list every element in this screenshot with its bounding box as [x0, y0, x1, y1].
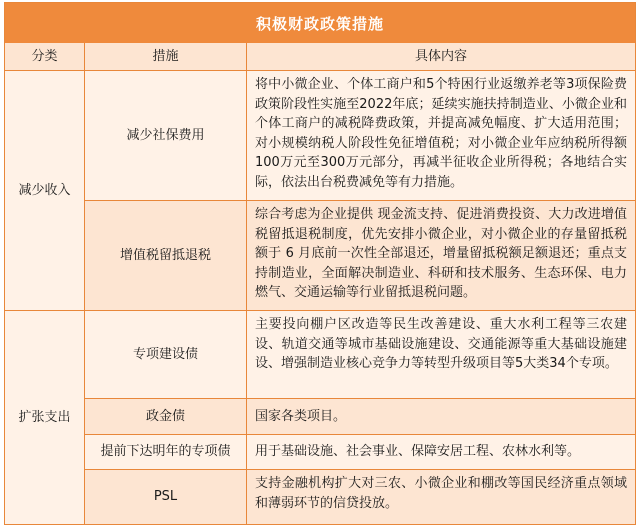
measure-policy-financial-bond: 政金债 — [85, 399, 247, 435]
header-content: 具体内容 — [247, 43, 635, 71]
content-policy-financial-bond: 国家各类项目。 — [247, 399, 635, 435]
header-measure: 措施 — [85, 43, 247, 71]
measure-social-security: 减少社保费用 — [85, 71, 247, 201]
measure-advance-special-bond: 提前下达明年的专项债 — [85, 435, 247, 470]
content-special-construction-bond: 主要投向棚户区改造等民生改善建设、重大水利工程等三农建设、轨道交通等城市基础设施建设、交通能源等重大基础设施建设、增强制造业核心竞争力等转型升级项目等5大类34个专项。 — [247, 311, 635, 399]
measure-psl: PSL — [85, 470, 247, 524]
measure-special-construction-bond: 专项建设债 — [85, 311, 247, 399]
content-vat-refund: 综合考虑为企业提供 现金流支持、促进消费投资、大力改进增值税留抵退税制度，优先安排小微企业，对小微企业的存量留抵税额于 6 月底前一次性全部退还，增量留抵税额足额退还；重点支持制造业，全面解决制造业、科研和技术服务、生态环保、电力燃气、交通运输等行业留抵退税问题。 — [247, 201, 635, 311]
category-reduce-income: 减少收入 — [5, 71, 85, 311]
measure-vat-refund: 增值税留抵退税 — [85, 201, 247, 311]
table-title: 积极财政政策措施 — [5, 3, 635, 43]
header-category: 分类 — [5, 43, 85, 71]
category-expand-spending: 扩张支出 — [5, 311, 85, 524]
content-psl: 支持金融机构扩大对三农、小微企业和棚改等国民经济重点领域和薄弱环节的信贷投放。 — [247, 470, 635, 524]
content-advance-special-bond: 用于基础设施、社会事业、保障安居工程、农林水利等。 — [247, 435, 635, 470]
policy-table — [4, 2, 636, 525]
content-social-security: 将中小微企业、个体工商户和5个特困行业返缴养老等3项保险费政策阶段性实施至2022年底；延续实施扶持制造业、小微企业和个体工商户的减税降费政策，并提高减免幅度、扩大适用范围；对小规模纳税人阶段性免征增值税；对小微企业年应纳税所得额100万元至300万元部分，再减半征收企业所得税；各地结合实际，依法出台税费减免等有力措施。 — [247, 71, 635, 201]
